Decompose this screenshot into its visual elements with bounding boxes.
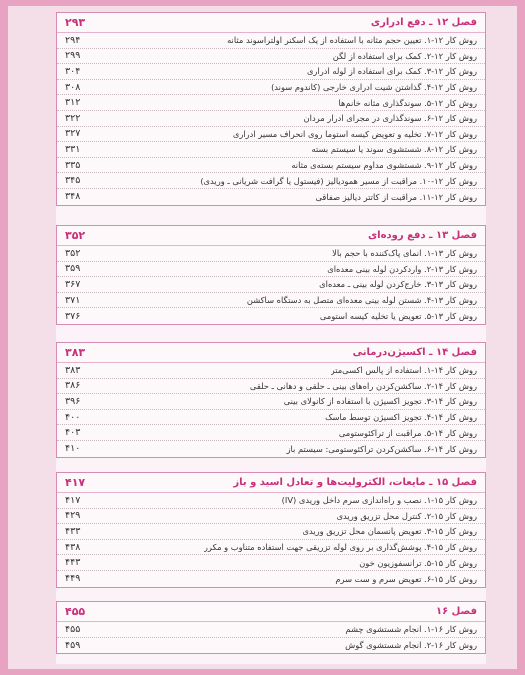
chapter-page-number: ۳۵۲: [65, 229, 86, 242]
entry-title: روش کار ۱۲-۵. سوندگذاری مثانه خانم‌ها: [338, 97, 477, 108]
entry-title: روش کار ۱۵-۵. ترانسفوزیون خون: [359, 557, 477, 568]
page-border-top: [0, 0, 525, 6]
toc-entry[interactable]: [57, 111, 485, 127]
toc-entry[interactable]: [57, 638, 485, 654]
toc-entry[interactable]: [57, 509, 485, 525]
chapter-title: فصل ۱۵ ـ مایعات، الکترولیت‌ها و تعادل اسید و باز: [233, 477, 477, 488]
chapter-14-section: [56, 342, 486, 458]
chapter-13-section: [56, 225, 486, 325]
entry-page-number: ۴۵۹: [65, 639, 81, 651]
entry-page-number: ۳۶۷: [65, 278, 81, 290]
toc-entry[interactable]: [57, 363, 485, 379]
entry-title: روش کار ۱۲-۱۱. مراقبت از کاتتر دیالیز صفاقی: [315, 191, 477, 202]
entry-page-number: ۳۹۶: [65, 395, 81, 407]
chapter-page-number: ۳۸۳: [65, 346, 86, 359]
entry-page-number: ۴۳۸: [65, 541, 81, 553]
page-border-left: [0, 0, 8, 675]
entry-title: روش کار ۱۲-۴. گذاشتن شیت ادراری خارجی (کاندوم سوند): [271, 82, 477, 93]
chapter-page-number: ۴۱۷: [65, 476, 86, 489]
entry-title: روش کار ۱۳-۴. شستن لوله بینی معده‌ای متصل به دستگاه ساکشن: [246, 295, 477, 306]
entry-page-number: ۳۳۵: [65, 159, 81, 171]
page-border-bottom: [0, 669, 525, 675]
entry-title: روش کار ۱۵-۴. پوشش‌گذاری بر روی لوله تزریقی جهت استفاده متناوب و مکرر: [203, 542, 477, 553]
entry-page-number: ۴۰۳: [65, 427, 81, 439]
toc-entry[interactable]: [57, 262, 485, 278]
chapter-title: فصل ۱۳ ـ دفع روده‌ای: [367, 230, 477, 241]
entry-page-number: ۳۲۲: [65, 112, 81, 124]
entry-page-number: ۳۷۶: [65, 310, 81, 322]
entry-title: روش کار ۱۵-۶. تعویض سرم و ست سرم: [335, 573, 477, 584]
chapter-title: فصل ۱۴ ـ اکسیژن‌درمانی: [352, 347, 477, 358]
entry-page-number: ۳۵۲: [65, 247, 81, 259]
entry-title: روش کار ۱۲-۱۰. مراقبت از مسیر همودیالیز (فیستول یا گرافت شریانی ـ وریدی): [200, 175, 477, 186]
entry-title: روش کار ۱۵-۱. نصب و راه‌اندازی سرم داخل وریدی (IV): [281, 495, 477, 506]
toc-entry[interactable]: [57, 555, 485, 571]
table-of-contents-page: [56, 12, 486, 664]
entry-page-number: ۳۷۱: [65, 294, 81, 306]
toc-entry[interactable]: [57, 173, 485, 189]
toc-entry[interactable]: [57, 49, 485, 65]
entry-title: روش کار ۱۶-۱. انجام شستشوی چشم: [345, 624, 477, 635]
entry-title: روش کار ۱۲-۳. کمک برای استفاده از لوله ادراری: [306, 66, 477, 77]
entry-page-number: ۳۱۲: [65, 97, 81, 109]
toc-entry[interactable]: [57, 127, 485, 143]
entry-title: روش کار ۱۲-۷. تخلیه و تعویض کیسه استوما روی انحراف مسیر ادراری: [232, 128, 477, 139]
toc-entry[interactable]: [57, 394, 485, 410]
entry-title: روش کار ۱۴-۱. استفاده از پالس اکسی‌متر: [330, 365, 477, 376]
entry-title: روش کار ۱۴-۶. ساکشن‌کردن تراکئوستومی: سیستم باز: [286, 443, 477, 454]
entry-page-number: ۳۵۹: [65, 263, 81, 275]
entry-page-number: ۴۲۹: [65, 510, 81, 522]
entry-title: روش کار ۱۳-۵. تعویض یا تخلیه کیسه استومی: [319, 311, 477, 322]
entry-title: روش کار ۱۲-۶. سوندگذاری در مجرای ادرار مردان: [303, 113, 477, 124]
page-border-right: [517, 0, 525, 675]
toc-entry[interactable]: [57, 64, 485, 80]
entry-title: روش کار ۱۶-۲. انجام شستشوی گوش: [345, 640, 477, 651]
toc-entry[interactable]: [57, 410, 485, 426]
entry-page-number: ۳۰۸: [65, 81, 81, 93]
entry-title: روش کار ۱۵-۳. تعویض پانسمان محل تزریق وریدی: [302, 526, 477, 537]
entry-page-number: ۳۴۸: [65, 191, 81, 203]
chapter-header[interactable]: [57, 226, 485, 246]
chapter-12-section: [56, 12, 486, 206]
entry-page-number: ۴۱۰: [65, 443, 81, 455]
entry-title: روش کار ۱۲-۱. تعیین حجم مثانه با استفاده از یک اسکنر اولتراسوند مثانه: [227, 35, 477, 46]
entry-page-number: ۴۴۹: [65, 573, 81, 585]
toc-entry[interactable]: [57, 524, 485, 540]
toc-entry[interactable]: [57, 95, 485, 111]
toc-entry[interactable]: [57, 308, 485, 324]
entry-title: روش کار ۱۲-۸. شستشوی سوند یا سیستم بسته: [311, 144, 477, 155]
entry-title: روش کار ۱۳-۱. انمای پاک‌کننده با حجم بالا: [332, 248, 477, 259]
chapter-header[interactable]: [57, 602, 485, 622]
entry-title: روش کار ۱۴-۵. مراقبت از تراکئوستومی: [338, 427, 477, 438]
chapter-15-section: [56, 472, 486, 588]
entry-page-number: ۳۲۷: [65, 128, 81, 140]
chapter-16-section: [56, 601, 486, 654]
toc-entry[interactable]: [57, 293, 485, 309]
chapter-header[interactable]: [57, 13, 485, 33]
entry-title: روش کار ۱۵-۲. کنترل محل تزریق وریدی: [336, 510, 477, 521]
toc-entry[interactable]: [57, 379, 485, 395]
entry-page-number: ۳۸۶: [65, 380, 81, 392]
entry-title: روش کار ۱۴-۳. تجویز اکسیژن با استفاده از کانولای بینی: [283, 396, 477, 407]
entry-page-number: ۳۴۵: [65, 175, 81, 187]
entry-page-number: ۴۳۳: [65, 525, 81, 537]
chapter-page-number: ۴۵۵: [65, 605, 86, 618]
entry-title: روش کار ۱۲-۲. کمک برای استفاده از لگن: [332, 50, 477, 61]
toc-entry[interactable]: [57, 425, 485, 441]
toc-entry[interactable]: [57, 571, 485, 587]
entry-title: روش کار ۱۴-۲. ساکشن‌کردن راه‌های بینی ـ حلقی و دهانی ـ حلقی: [249, 380, 477, 391]
toc-entry[interactable]: [57, 540, 485, 556]
chapter-title: فصل ۱۲ ـ دفع ادراری: [370, 17, 477, 28]
entry-page-number: ۳۳۱: [65, 143, 81, 155]
toc-entry[interactable]: [57, 622, 485, 638]
toc-entry[interactable]: [57, 493, 485, 509]
entry-title: روش کار ۱۳-۳. خارج‌کردن لوله بینی ـ معده‌ای: [319, 279, 477, 290]
entry-page-number: ۴۱۷: [65, 494, 81, 506]
entry-title: روش کار ۱۲-۹. شستشوی مداوم سیستم بسته‌ی مثانه: [291, 160, 477, 171]
entry-title: روش کار ۱۳-۲. واردکردن لوله بینی معده‌ای: [327, 263, 477, 274]
toc-entry[interactable]: [57, 80, 485, 96]
chapter-page-number: ۲۹۳: [65, 16, 86, 29]
chapter-header[interactable]: [57, 473, 485, 493]
toc-entry[interactable]: [57, 246, 485, 262]
toc-entry[interactable]: [57, 158, 485, 174]
chapter-header[interactable]: [57, 343, 485, 363]
toc-entry[interactable]: [57, 441, 485, 457]
entry-title: روش کار ۱۴-۴. تجویز اکسیژن توسط ماسک: [325, 412, 477, 423]
toc-entry[interactable]: [57, 277, 485, 293]
toc-entry[interactable]: [57, 33, 485, 49]
entry-page-number: ۳۰۴: [65, 65, 81, 77]
entry-page-number: ۴۰۰: [65, 411, 81, 423]
entry-page-number: ۴۴۳: [65, 557, 81, 569]
entry-page-number: ۲۹۴: [65, 34, 81, 46]
entry-page-number: ۴۵۵: [65, 623, 81, 635]
entry-page-number: ۳۸۳: [65, 364, 81, 376]
toc-entry[interactable]: [57, 189, 485, 205]
chapter-title: فصل ۱۶: [435, 606, 477, 617]
toc-entry[interactable]: [57, 142, 485, 158]
entry-page-number: ۲۹۹: [65, 50, 81, 62]
